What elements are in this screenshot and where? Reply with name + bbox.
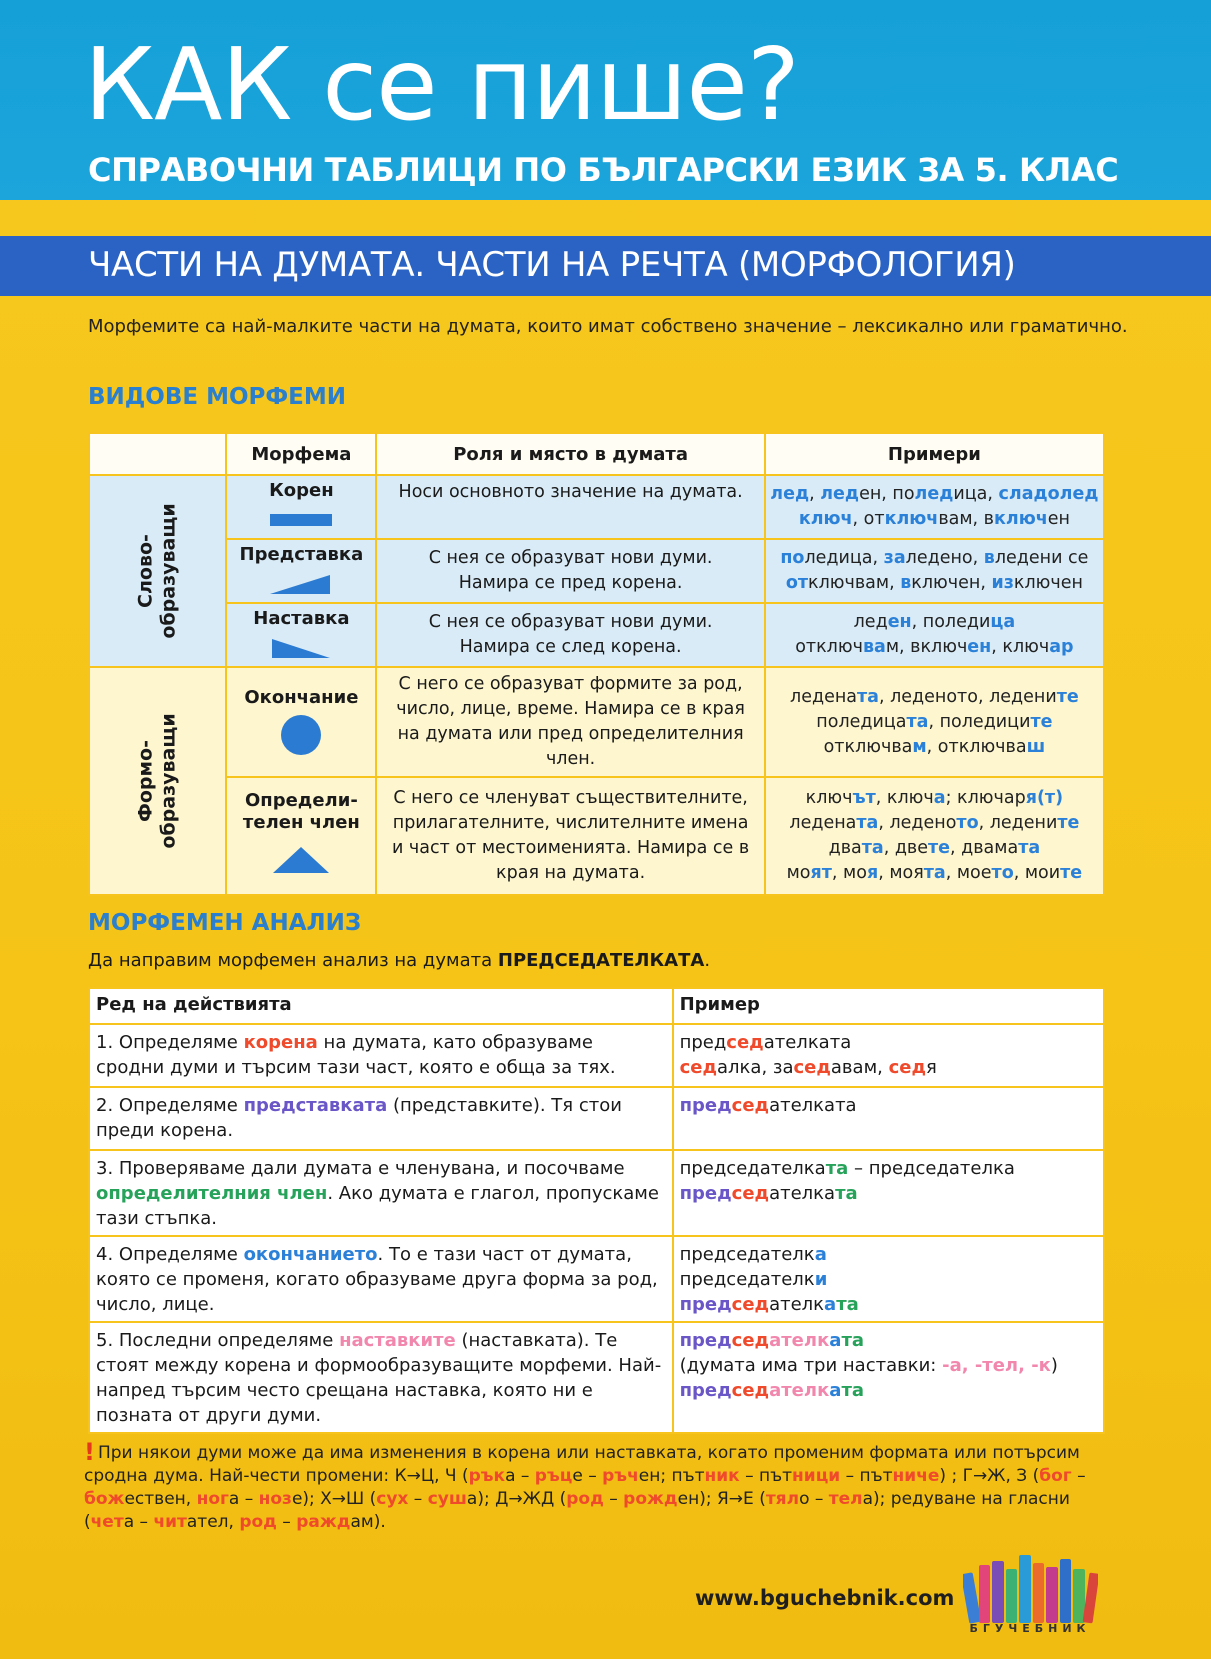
text-segment: та bbox=[835, 1183, 858, 1204]
text-segment: , поледи bbox=[911, 612, 991, 632]
text-segment: ествен, bbox=[124, 1489, 197, 1509]
text-segment: та bbox=[861, 838, 884, 858]
text-segment: представката bbox=[243, 1095, 388, 1116]
text-segment: те bbox=[1060, 863, 1083, 883]
text-segment: то bbox=[956, 813, 979, 833]
header-cell-empty bbox=[89, 433, 226, 475]
example-line bbox=[680, 1156, 1097, 1181]
text-segment: те bbox=[1030, 711, 1053, 732]
header-cell-morpheme: Морфема bbox=[226, 433, 376, 475]
text-segment: лед bbox=[853, 612, 888, 632]
table-row bbox=[89, 475, 1104, 539]
example-line bbox=[770, 836, 1099, 861]
text-segment: ам). bbox=[350, 1512, 386, 1532]
text-segment: сух bbox=[376, 1489, 409, 1509]
text-segment: я bbox=[1025, 788, 1037, 808]
text-segment: – bbox=[603, 1489, 624, 1509]
text-segment: пред bbox=[679, 1294, 732, 1315]
note-paragraph bbox=[84, 1438, 1124, 1534]
group-label-text: Слово- образуващи bbox=[134, 503, 180, 639]
section-title: ЧАСТИ НА ДУМАТА. ЧАСТИ НА РЕЧТА (МОРФОЛОГИЯ) bbox=[88, 245, 1016, 285]
examples-cell bbox=[765, 667, 1104, 777]
text-segment: ледено, bbox=[905, 548, 984, 568]
text-segment: та bbox=[841, 1380, 865, 1401]
text-segment: (думата има три наставки: bbox=[679, 1355, 943, 1376]
text-segment: та bbox=[841, 1330, 865, 1351]
text-segment: род bbox=[239, 1512, 277, 1532]
text-segment: ръч bbox=[602, 1466, 639, 1486]
text-segment: та bbox=[1018, 838, 1041, 858]
text-segment: , мое bbox=[945, 863, 992, 883]
text-segment: чет bbox=[90, 1512, 124, 1532]
table-row bbox=[89, 539, 1104, 603]
text-segment: м bbox=[912, 736, 927, 757]
text-segment: мо bbox=[786, 863, 811, 883]
text-segment: ключен bbox=[1013, 573, 1083, 593]
prefix-shape-icon bbox=[227, 566, 375, 602]
text-segment: При някои думи може да има изменения в корена или наставката, когато променим формата или потърсим сродна дума. Най-чести промени: К→Ц, Ч ( bbox=[84, 1443, 1080, 1486]
text-segment: рък bbox=[468, 1466, 506, 1486]
morpheme-name: Корен bbox=[269, 480, 334, 501]
text-segment: те bbox=[928, 838, 951, 858]
text-segment: ници bbox=[792, 1466, 841, 1486]
morpheme-cell bbox=[226, 667, 376, 777]
text-segment: ; ключар bbox=[945, 788, 1026, 808]
text-segment: вам, в bbox=[938, 509, 994, 529]
table-row bbox=[89, 1150, 1104, 1236]
text-segment: лед bbox=[770, 484, 810, 504]
morpheme-name: Наставка bbox=[253, 608, 350, 629]
text-segment: – bbox=[408, 1489, 428, 1509]
text-segment: 3. Проверяваме дали думата е членувана, и посочваме bbox=[96, 1158, 625, 1179]
example-line bbox=[770, 685, 1099, 710]
suffix-shape-icon bbox=[227, 630, 375, 666]
text-segment: ен bbox=[967, 637, 992, 657]
text-segment: , поледици bbox=[928, 711, 1031, 732]
morpheme-cell bbox=[226, 539, 376, 603]
text-segment: те bbox=[1057, 813, 1080, 833]
text-segment: ключ bbox=[805, 788, 853, 808]
text-segment: отключ bbox=[795, 637, 863, 657]
text-segment: чит bbox=[153, 1512, 187, 1532]
example-cell bbox=[673, 1322, 1104, 1433]
group-label-text: Формо- образуващи bbox=[134, 713, 180, 849]
text-segment: ар bbox=[1049, 637, 1074, 657]
text-segment: авам, bbox=[830, 1057, 889, 1078]
text-segment: та bbox=[923, 863, 946, 883]
text-segment: ключен, bbox=[911, 573, 992, 593]
text-segment: а – bbox=[228, 1489, 259, 1509]
text-segment: , моя bbox=[878, 863, 924, 883]
text-segment: на думата, като образуваме сродни думи и търсим тази част, която е обща за тях. bbox=[96, 1032, 616, 1078]
text-segment: за bbox=[883, 548, 906, 568]
text-segment: а bbox=[814, 1244, 827, 1265]
text-segment: (наставката). Те стоят между корена и формообразуващите морфеми. Най-напред търсим често срещана наставка, която ни е позната от други думи. bbox=[96, 1330, 662, 1426]
text-segment: м, включ bbox=[885, 637, 968, 657]
text-segment: – bbox=[1071, 1466, 1086, 1486]
text-segment: ключвам, bbox=[808, 573, 901, 593]
text-segment: , от bbox=[852, 509, 885, 529]
text-segment: ледени се bbox=[994, 548, 1089, 568]
action-cell bbox=[89, 1150, 673, 1236]
example-line bbox=[680, 1055, 1097, 1080]
text-segment: , ледени bbox=[978, 813, 1058, 833]
text-segment: ва bbox=[862, 637, 886, 657]
text-segment: из bbox=[991, 573, 1014, 593]
text-segment: , отключва bbox=[926, 736, 1027, 757]
text-segment: та bbox=[856, 813, 879, 833]
text-segment: сед bbox=[731, 1294, 770, 1315]
text-segment: ят bbox=[810, 863, 832, 883]
role-cell: С него се членуват съществителните, прилагателните, числителните имена и част от местоименията. Намира се в края на думата. bbox=[376, 777, 764, 895]
text-segment: к bbox=[817, 1330, 830, 1351]
text-segment: и bbox=[814, 1269, 828, 1290]
text-segment: от bbox=[785, 573, 808, 593]
text-segment: ниче bbox=[892, 1466, 940, 1486]
text-segment: а bbox=[933, 788, 946, 808]
text-segment: по bbox=[780, 548, 805, 568]
text-segment: ен; път bbox=[638, 1466, 705, 1486]
text-segment: а – bbox=[123, 1512, 154, 1532]
example-cell bbox=[673, 1236, 1104, 1322]
text-segment: пред bbox=[679, 1330, 732, 1351]
text-segment: я bbox=[926, 1057, 937, 1078]
example-line bbox=[680, 1378, 1097, 1403]
article-shape-icon bbox=[227, 834, 375, 886]
analysis-word: ПРЕДСЕДАТЕЛКАТА bbox=[497, 950, 705, 971]
header-cell-examples: Примери bbox=[765, 433, 1104, 475]
text-segment: наставките bbox=[339, 1330, 456, 1351]
text-segment: председателк bbox=[679, 1269, 815, 1290]
text-segment: корена bbox=[243, 1032, 318, 1053]
text-segment: тял bbox=[765, 1489, 800, 1509]
example-line bbox=[680, 1292, 1097, 1317]
text-segment: ) bbox=[1050, 1355, 1058, 1376]
text-segment: – път bbox=[840, 1466, 893, 1486]
text-segment: , ледено bbox=[878, 813, 957, 833]
examples-cell bbox=[765, 539, 1104, 603]
action-cell bbox=[89, 1087, 673, 1150]
action-cell bbox=[89, 1024, 673, 1087]
action-cell bbox=[89, 1236, 673, 1322]
text-segment: к bbox=[817, 1380, 830, 1401]
text-segment: , двама bbox=[950, 838, 1019, 858]
text-segment: та bbox=[836, 1294, 859, 1315]
text-segment: ключ bbox=[884, 509, 939, 529]
text-segment: ) ; Г→Ж, З ( bbox=[939, 1466, 1040, 1486]
text-segment: 1. Определяме bbox=[96, 1032, 244, 1053]
header-cell-example: Пример bbox=[673, 988, 1104, 1024]
text-segment: ател bbox=[769, 1380, 818, 1401]
text-segment: е – bbox=[572, 1466, 603, 1486]
text-segment: сед bbox=[888, 1057, 927, 1078]
text-segment: отключва bbox=[823, 736, 913, 757]
example-line bbox=[680, 1181, 1097, 1206]
text-segment: 5. Последни определяме bbox=[96, 1330, 340, 1351]
text-segment: ног bbox=[196, 1489, 229, 1509]
table-row bbox=[89, 777, 1104, 895]
morpheme-table bbox=[88, 432, 1105, 896]
root-shape-icon bbox=[227, 502, 375, 538]
header-cell-role: Роля и място в думата bbox=[376, 433, 764, 475]
example-line bbox=[770, 710, 1099, 735]
text-segment: ключ bbox=[994, 509, 1048, 529]
main-title: КАК се пише? bbox=[84, 26, 799, 143]
text-segment: тел bbox=[781, 1330, 818, 1351]
role-cell: Носи основното значение на думата. bbox=[376, 475, 764, 539]
text-segment: лед bbox=[820, 484, 860, 504]
text-segment: ица, bbox=[953, 484, 999, 504]
text-segment: я bbox=[866, 863, 879, 883]
example-line bbox=[770, 571, 1099, 596]
text-segment: сед bbox=[726, 1032, 764, 1053]
text-segment: , леденото, ледени bbox=[878, 686, 1057, 707]
text-segment: ледена bbox=[789, 813, 857, 833]
text-segment: рожд bbox=[623, 1489, 678, 1509]
text-segment: сед bbox=[793, 1057, 831, 1078]
text-segment: -а, -тел, -к bbox=[942, 1355, 1051, 1376]
role-cell: С него се образуват формите за род, число, лице, време. Намира се в края на думата или пред определителния член. bbox=[376, 667, 764, 777]
text-segment: председателка bbox=[679, 1158, 826, 1179]
text-segment: лед bbox=[914, 484, 954, 504]
example-line bbox=[680, 1030, 1097, 1055]
intro-text: Морфемите са най-малките части на думата, които имат собствено значение – лексикално или граматично. bbox=[88, 316, 1128, 337]
text-segment: суш bbox=[427, 1489, 467, 1509]
text-segment: , две bbox=[883, 838, 928, 858]
text-segment: та bbox=[825, 1158, 849, 1179]
text-segment: ноз bbox=[258, 1489, 292, 1509]
text-segment: – председателка bbox=[848, 1158, 1015, 1179]
text-segment: е); Х→Ш ( bbox=[291, 1489, 377, 1509]
example-line bbox=[770, 811, 1099, 836]
example-line bbox=[770, 786, 1099, 811]
text-segment: пред bbox=[679, 1095, 732, 1116]
analysis-lead-text: Да направим морфемен анализ на думата bbox=[88, 950, 498, 971]
text-segment: пред bbox=[679, 1380, 732, 1401]
note-text bbox=[84, 1443, 1086, 1532]
text-segment: те bbox=[1056, 686, 1079, 707]
text-segment: сладо bbox=[998, 484, 1060, 504]
example-cell bbox=[673, 1150, 1104, 1236]
brand-name: БГУЧЕБНИК bbox=[969, 1622, 1091, 1635]
text-segment: та bbox=[906, 711, 929, 732]
morpheme-name: Определи- телен член bbox=[242, 790, 360, 833]
text-segment: а); редуване на гласни ( bbox=[84, 1489, 1070, 1532]
text-segment: а bbox=[829, 1380, 842, 1401]
role-cell: С нея се образуват нови думи. Намира се пред корена. bbox=[376, 539, 764, 603]
text-segment: тел bbox=[828, 1489, 863, 1509]
example-line bbox=[770, 861, 1099, 886]
role-cell: С нея се образуват нови думи. Намира се след корена. bbox=[376, 603, 764, 667]
table-row bbox=[89, 1087, 1104, 1150]
text-segment: , ключ bbox=[875, 788, 934, 808]
text-segment: сед bbox=[731, 1095, 770, 1116]
morpheme-cell bbox=[226, 475, 376, 539]
example-line bbox=[680, 1093, 1097, 1118]
text-segment: 2. Определяме bbox=[96, 1095, 244, 1116]
text-segment: ен); Я→Е ( bbox=[677, 1489, 766, 1509]
morphemes-heading: ВИДОВЕ МОРФЕМИ bbox=[88, 384, 347, 410]
analysis-table bbox=[88, 987, 1105, 1434]
examples-cell bbox=[765, 475, 1104, 539]
morpheme-name: Окончание bbox=[244, 687, 359, 708]
text-segment: 4. Определяме bbox=[96, 1244, 244, 1265]
ending-shape-icon bbox=[227, 709, 375, 761]
text-segment: а); Д→ЖД ( bbox=[466, 1489, 567, 1509]
example-line bbox=[770, 482, 1099, 507]
text-segment: а – bbox=[505, 1466, 535, 1486]
example-line bbox=[680, 1328, 1097, 1353]
text-segment: ш bbox=[1026, 736, 1046, 757]
example-line bbox=[770, 507, 1099, 532]
text-segment: ател, bbox=[186, 1512, 240, 1532]
website-link[interactable]: www.bguchebnik.com bbox=[695, 1586, 955, 1610]
text-segment: сед bbox=[679, 1057, 717, 1078]
example-line bbox=[770, 610, 1099, 635]
text-segment: лед bbox=[1059, 484, 1099, 504]
text-segment: . То е тази част от думата, която се променя, когато образуваме друга форма за род, число, лице. bbox=[96, 1244, 658, 1315]
text-segment: в bbox=[900, 573, 912, 593]
text-segment: (представките). Тя стои преди корена. bbox=[96, 1095, 622, 1141]
example-line bbox=[680, 1353, 1097, 1378]
text-segment: бож bbox=[84, 1489, 125, 1509]
table-row bbox=[89, 1322, 1104, 1433]
example-line bbox=[770, 546, 1099, 571]
exclamation-icon: ! bbox=[84, 1438, 95, 1466]
action-cell bbox=[89, 1322, 673, 1433]
text-segment: ен, по bbox=[859, 484, 915, 504]
text-segment: – път bbox=[739, 1466, 793, 1486]
text-segment: алка, за bbox=[717, 1057, 794, 1078]
group-label-word-forming bbox=[89, 475, 226, 667]
morpheme-table-header bbox=[89, 433, 1104, 475]
text-segment: , мои bbox=[1013, 863, 1061, 883]
text-segment: пред bbox=[679, 1032, 727, 1053]
text-segment: ен bbox=[887, 612, 912, 632]
text-segment: а bbox=[824, 1294, 837, 1315]
text-segment: (т) bbox=[1036, 788, 1064, 808]
example-cell bbox=[673, 1087, 1104, 1150]
text-segment: сед bbox=[731, 1330, 770, 1351]
example-line bbox=[680, 1267, 1097, 1292]
example-line bbox=[770, 635, 1099, 660]
example-cell bbox=[673, 1024, 1104, 1087]
table-row bbox=[89, 1236, 1104, 1322]
text-segment: – bbox=[276, 1512, 297, 1532]
text-segment: пред bbox=[679, 1183, 732, 1204]
examples-cell bbox=[765, 777, 1104, 895]
text-segment: сед bbox=[731, 1183, 770, 1204]
text-segment: , bbox=[809, 484, 821, 504]
text-segment: ключ bbox=[798, 509, 853, 529]
text-segment: председателк bbox=[679, 1244, 815, 1265]
text-segment: та bbox=[857, 686, 879, 707]
example-line bbox=[770, 735, 1099, 760]
text-segment: ца bbox=[990, 612, 1016, 632]
analysis-heading: МОРФЕМЕН АНАЛИЗ bbox=[88, 910, 362, 936]
text-segment: два bbox=[828, 838, 862, 858]
table-row bbox=[89, 667, 1104, 777]
analysis-table-header bbox=[89, 988, 1104, 1024]
text-segment: о – bbox=[799, 1489, 829, 1509]
text-segment: ражд bbox=[296, 1512, 351, 1532]
text-segment: а bbox=[829, 1330, 842, 1351]
text-segment: то bbox=[991, 863, 1014, 883]
text-segment: окончанието bbox=[243, 1244, 378, 1265]
text-segment: . Ако думата е глагол, пропускаме тази стъпка. bbox=[96, 1183, 659, 1229]
text-segment: ателката bbox=[769, 1095, 857, 1116]
text-segment: ателк bbox=[769, 1294, 825, 1315]
text-segment: бог bbox=[1039, 1466, 1072, 1486]
table-row bbox=[89, 1024, 1104, 1087]
morpheme-cell bbox=[226, 777, 376, 895]
analysis-lead-end: . bbox=[704, 950, 711, 971]
text-segment: ателката bbox=[763, 1032, 852, 1053]
text-segment: род bbox=[566, 1489, 604, 1509]
analysis-lead bbox=[88, 950, 710, 971]
examples-cell bbox=[765, 603, 1104, 667]
text-segment: ръц bbox=[534, 1466, 573, 1486]
text-segment: ледена bbox=[790, 686, 857, 707]
example-line bbox=[680, 1242, 1097, 1267]
morpheme-name: Представка bbox=[239, 544, 364, 565]
text-segment: , мо bbox=[831, 863, 867, 883]
subtitle: СПРАВОЧНИ ТАБЛИЦИ ПО БЪЛГАРСКИ ЕЗИК ЗА 5. КЛАС bbox=[88, 151, 1119, 189]
text-segment: сед bbox=[731, 1380, 770, 1401]
text-segment: ник bbox=[704, 1466, 740, 1486]
morpheme-cell bbox=[226, 603, 376, 667]
group-label-form-forming bbox=[89, 667, 226, 895]
text-segment: в bbox=[983, 548, 995, 568]
text-segment: , ключ bbox=[991, 637, 1050, 657]
table-row bbox=[89, 603, 1104, 667]
header-cell-action: Ред на действията bbox=[89, 988, 673, 1024]
text-segment: а bbox=[769, 1330, 782, 1351]
text-segment: ен bbox=[1047, 509, 1070, 529]
text-segment: ателка bbox=[769, 1183, 836, 1204]
text-segment: определителния член bbox=[96, 1183, 328, 1204]
text-segment: ът bbox=[852, 788, 876, 808]
text-segment: поледица bbox=[816, 711, 907, 732]
text-segment: ледица, bbox=[804, 548, 884, 568]
